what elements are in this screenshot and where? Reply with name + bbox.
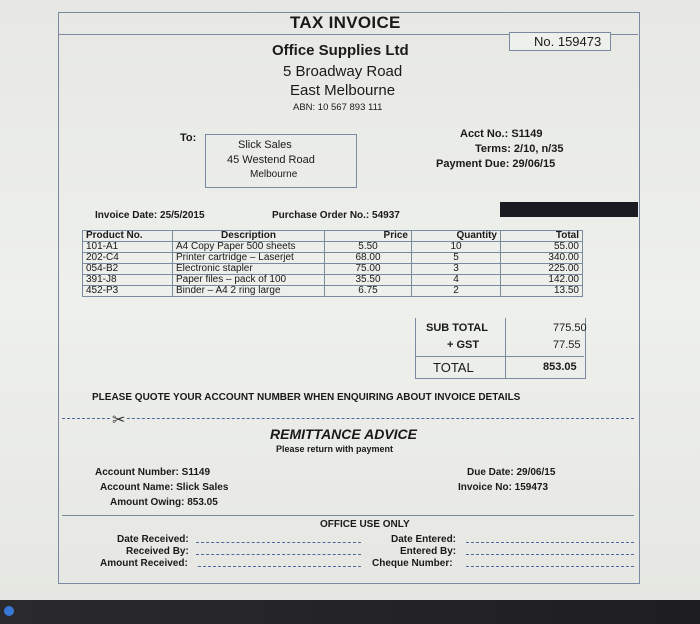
remit-amount-owing: Amount Owing: 853.05 [110,497,218,508]
redacted-bar [500,202,638,217]
total-value: 853.05 [543,361,577,373]
gst-label: + GST [447,339,480,351]
cell-total: 142.00 [501,275,583,286]
payment-terms: Terms: 2/10, n/35 [475,143,564,155]
header-product-no: Product No. [83,231,173,242]
purchase-order: Purchase Order No.: 54937 [272,210,400,221]
date-received-line [196,542,361,543]
recipient-city: Melbourne [250,169,298,180]
table-header-row [83,231,583,242]
cell-description: A4 Copy Paper 500 sheets [173,242,325,253]
date-entered-line [466,542,634,543]
cell-description: Binder – A4 2 ring large [173,286,325,297]
office-divider [62,515,634,516]
remit-account-name: Account Name: Slick Sales [100,482,229,493]
cell-description: Paper files – pack of 100 [173,275,325,286]
to-label: To: [180,132,197,144]
gst-value: 77.55 [553,339,581,351]
invoice-number: No. 159473 [534,34,602,49]
entered-by-line [466,554,634,555]
recipient-street: 45 Westend Road [227,154,315,166]
remit-due-date: Due Date: 29/06/15 [467,467,556,478]
header-price: Price [325,231,412,242]
cell-description: Electronic stapler [173,264,325,275]
summary-divider [415,356,584,357]
cell-quantity: 3 [412,264,501,275]
company-address-line2: East Melbourne [290,82,396,99]
summary-divider [505,318,506,378]
screen-bezel [0,600,700,624]
cell-price: 5.50 [325,242,412,253]
recipient-name: Slick Sales [238,139,292,151]
received-by-label: Received By: [126,546,189,557]
header-quantity: Quantity [412,231,501,242]
cell-total: 340.00 [501,253,583,264]
date-received-label: Date Received: [117,534,189,545]
amount-received-line [198,566,361,567]
header-total: Total [501,231,583,242]
remittance-subtitle: Please return with payment [276,444,394,454]
company-name: Office Supplies Ltd [272,42,409,59]
company-address-line1: 5 Broadway Road [283,63,403,80]
table-row [83,275,583,286]
cell-quantity: 10 [412,242,501,253]
cell-price: 35.50 [325,275,412,286]
account-number: Acct No.: S1149 [460,128,543,140]
items-table [82,230,583,297]
date-entered-label: Date Entered: [391,534,457,545]
remit-account-number: Account Number: S1149 [95,467,211,478]
cell-total: 13.50 [501,286,583,297]
amount-received-label: Amount Received: [100,558,188,569]
cell-quantity: 4 [412,275,501,286]
received-by-line [196,554,361,555]
office-use-title: OFFICE USE ONLY [320,519,410,530]
table-row [83,242,583,253]
invoice-title: TAX INVOICE [290,13,401,32]
table-row [83,286,583,297]
account-notice: PLEASE QUOTE YOUR ACCOUNT NUMBER WHEN ENQUIRING ABOUT INVOICE DETAILS [92,392,521,403]
cell-product-no: 391-J8 [83,275,173,286]
cut-line [62,418,634,419]
cell-product-no: 054-B2 [83,264,173,275]
subtotal-value: 775.50 [553,322,587,334]
cell-product-no: 452-P3 [83,286,173,297]
invoice-date: Invoice Date: 25/5/2015 [95,210,205,221]
cheque-number-label: Cheque Number: [372,558,453,569]
cell-price: 68.00 [325,253,412,264]
cell-quantity: 2 [412,286,501,297]
cell-product-no: 101-A1 [83,242,173,253]
remit-invoice-no: Invoice No: 159473 [458,482,549,493]
cell-quantity: 5 [412,253,501,264]
table-row [83,264,583,275]
total-label: TOTAL [433,360,474,375]
cell-total: 55.00 [501,242,583,253]
subtotal-label: SUB TOTAL [426,322,488,334]
cheque-number-line [466,566,634,567]
payment-due: Payment Due: 29/06/15 [436,158,556,170]
cell-price: 6.75 [325,286,412,297]
remittance-title: REMITTANCE ADVICE [270,426,417,442]
company-abn: ABN: 10 567 893 111 [293,102,383,113]
cell-description: Printer cartridge – Laserjet [173,253,325,264]
entered-by-label: Entered By: [400,546,457,557]
scissors-icon: ✂ [112,412,126,429]
table-row [83,253,583,264]
taskbar-icon [4,606,14,616]
cell-price: 75.00 [325,264,412,275]
cell-total: 225.00 [501,264,583,275]
header-description: Description [173,231,325,242]
cell-product-no: 202-C4 [83,253,173,264]
